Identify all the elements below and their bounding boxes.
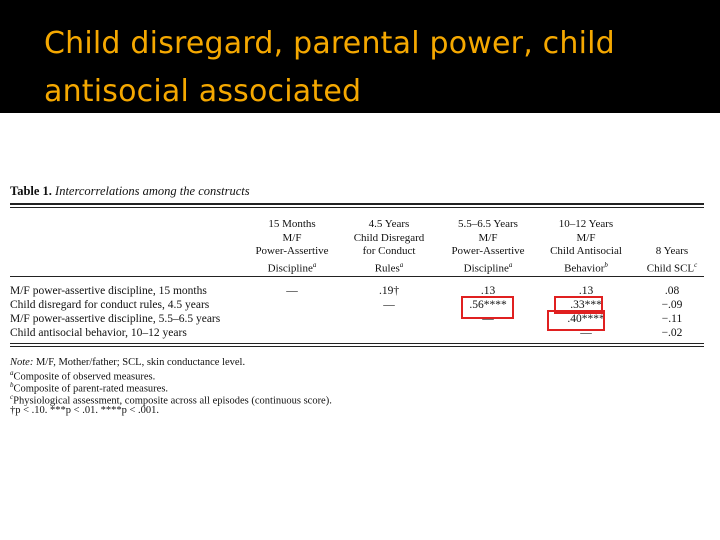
column-header-4: 10–12 Years M/F Child Antisocial Behavior$^b$ (550, 218, 622, 275)
table-note-3: $^b$Composite of parent-rated measures. (10, 381, 169, 395)
cell-r1-c3: .13 (480, 285, 496, 297)
cell-r1-c2: .19† (378, 285, 400, 297)
highlight-box-056 (461, 296, 514, 319)
cell-r2-c5: −.09 (661, 299, 683, 311)
cell-r4-c4: — (580, 327, 592, 339)
cell-r3-c3: — (482, 313, 494, 325)
cell-r1-c4: .13 (578, 285, 594, 297)
table-note-5: †p < .10. ***p < .01. ****p < .001. (10, 405, 160, 416)
column-header-5: 8 Years Child SCL$^c$ (646, 245, 698, 275)
bottom-rule (10, 343, 704, 344)
cell-r2-c2: — (383, 299, 395, 311)
top-rule-thin (10, 207, 704, 208)
header-rule (10, 276, 704, 277)
bottom-rule-thin (10, 346, 704, 347)
highlight-box-040 (547, 310, 605, 331)
cell-r4-c5: −.02 (661, 327, 683, 339)
top-rule (10, 203, 704, 205)
row-label-2: Child disregard for conduct rules, 4.5 years (10, 299, 210, 311)
cell-r2-c4: .33*** (570, 299, 602, 311)
cell-r3-c4: .40**** (567, 313, 605, 325)
row-label-3: M/F power-assertive discipline, 5.5–6.5 years (10, 313, 221, 325)
column-header-1: 15 Months M/F Power-Assertive Discipline$^a$ (255, 218, 329, 275)
table-caption-label: Table 1. (10, 184, 52, 198)
table-caption-text: Intercorrelations among the constructs (55, 184, 250, 198)
table-note-1: Note: M/F, Mother/father; SCL, skin conductance level. (10, 357, 246, 368)
table-note-2: $^a$Composite of observed measures. (10, 369, 156, 383)
column-header-3: 5.5–6.5 Years M/F Power-Assertive Discipline$^a$ (451, 218, 525, 275)
column-header-2: 4.5 Years Child Disregard for Conduct Rules$^a$ (353, 218, 425, 275)
table-note-4: $^c$Physiological assessment, composite across all episodes (continuous score). (10, 393, 332, 407)
cell-r1-c5: .08 (664, 285, 680, 297)
cell-r1-c1: — (286, 285, 298, 297)
cell-r3-c5: −.11 (661, 313, 683, 325)
cell-r2-c3: .56**** (469, 299, 507, 311)
row-label-1: M/F power-assertive discipline, 15 months (10, 285, 207, 297)
table-caption (10, 184, 250, 199)
row-label-4: Child antisocial behavior, 10–12 years (10, 327, 187, 339)
slide-title: Child disregard, parental power, child antisocial associated (44, 26, 615, 109)
